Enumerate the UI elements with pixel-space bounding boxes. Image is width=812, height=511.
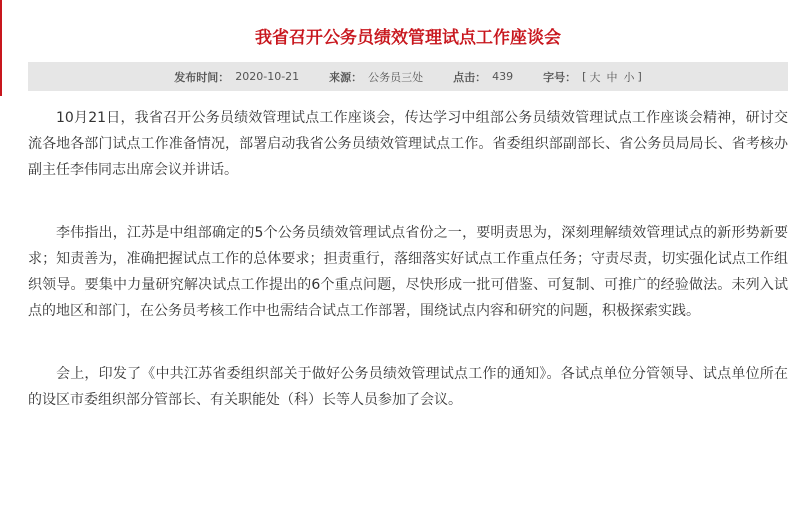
font-size-label: 字号：: [543, 70, 577, 84]
hits-value: 439: [492, 70, 514, 83]
article-paragraph-3: 会上，印发了《中共江苏省委组织部关于做好公务员绩效管理试点工作的通知》。各试点单位分管领导、试点单位所在的设区市委组织部分管部长、有关职能处（科）长等人员参加了会议。: [28, 366, 788, 408]
article-paragraph-1: 10月21日，我省召开公务员绩效管理试点工作座谈会，传达学习中组部公务员绩效管理试点工作座谈会精神，研讨交流各地各部门试点工作准备情况，部署启动我省公务员绩效管理试点工作。省委组织部副部长、省公务员局局长、省考核办副主任李伟同志出席会议并讲话。: [28, 110, 788, 178]
source-value: 公务员三处: [368, 70, 424, 84]
font-size-large-button[interactable]: 大: [589, 70, 601, 84]
publish-time-label: 发布时间：: [174, 70, 230, 84]
font-size-medium-button[interactable]: 中: [606, 70, 618, 84]
publish-time-value: 2020-10-21: [235, 70, 300, 83]
article-title: 我省召开公务员绩效管理试点工作座谈会: [255, 28, 561, 48]
font-size-small-button[interactable]: 小: [623, 70, 635, 84]
article-body: [28, 105, 788, 413]
article: [28, 0, 788, 450]
hits-label: 点击：: [453, 70, 487, 84]
source: [329, 69, 423, 85]
hits: [453, 69, 513, 85]
left-accent-rule: [0, 0, 2, 96]
source-label: 来源：: [329, 70, 363, 84]
font-size-selector: [543, 69, 642, 85]
font-size-bracket-close: ]: [637, 70, 642, 83]
article-meta-bar: [28, 62, 788, 91]
font-size-bracket-open: [: [582, 70, 587, 83]
article-paragraph-2: 李伟指出，江苏是中组部确定的5个公务员绩效管理试点省份之一，要明责思为，深刻理解绩效管理试点的新形势新要求；知责善为，准确把握试点工作的总体要求；担责重行，落细落实好试点工作重点任务；守责尽责，切实强化试点工作组织领导。要集中力量研究解决试点工作提出的6个重点问题，尽快形成一批可借鉴、可复制、可推广的经验做法。未列入试点的地区和部门，在公务员考核工作中也需结合试点工作部署，围绕试点内容和研究的问题，积极探索实践。: [28, 225, 788, 319]
publish-time: [174, 69, 299, 85]
